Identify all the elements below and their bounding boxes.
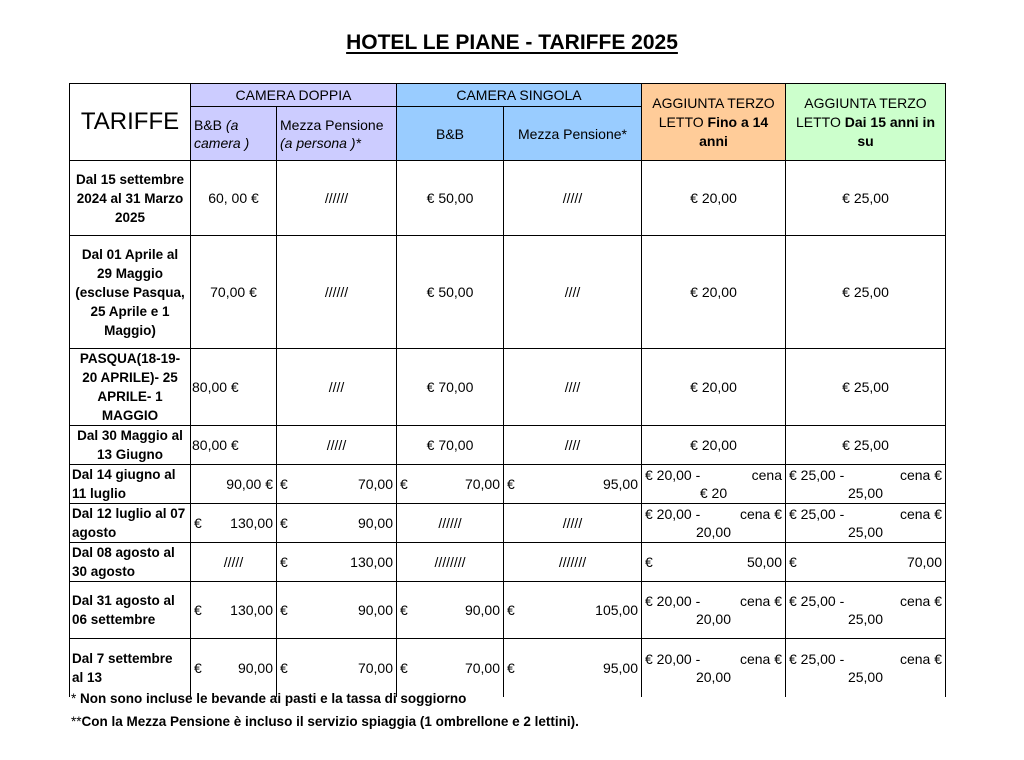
singola-mezza-cell [504,582,642,639]
doppia-bb-cell [191,582,277,639]
terzo-15-price: € 25,00 [786,161,946,236]
terzo-14-cell [642,543,786,582]
doppia-mezza-cell [277,582,397,639]
singola-bb-price: € 70,00 [397,349,504,426]
terzo-15-price: 70,00 [906,554,942,570]
terzo-14-cell [642,582,786,639]
singola-mezza-price: //// [504,426,642,465]
singola-mezza-price: 105,00 [595,602,638,618]
cena-label: cena [751,467,782,483]
doppia-mezza-price: ///// [277,426,397,465]
terzo-price: € 20,00 - [645,467,701,483]
terzo-price: € 25,00 - [789,467,845,483]
table-row [70,426,946,465]
singola-mezza-cell [504,639,642,697]
currency-symbol: € [194,515,202,531]
currency-symbol: € [280,602,288,618]
singola-bb-cell [397,582,504,639]
cena-price: € 20 [699,485,728,501]
table-row [70,504,946,543]
doppia-mezza-price: //// [277,349,397,426]
singola-bb-price: € 50,00 [397,236,504,349]
cena-label: cena € [739,506,782,522]
footnote-bevande [71,691,466,706]
row-period: Dal 14 giugno al 11 luglio [70,465,191,504]
footnote-text: Non sono incluse le bevande ai pasti e la tassa di soggiorno [80,691,467,706]
currency-symbol: € [194,602,202,618]
doppia-bb-cell [191,639,277,697]
currency-symbol: € [280,659,288,676]
singola-mezza-price: //// [504,349,642,426]
table-row [70,161,946,236]
terzo-14-cell [642,639,786,697]
singola-bb-price: ////// [397,504,504,543]
doppia-mezza-price: 70,00 [357,476,393,492]
currency-symbol: € [400,476,408,492]
cena-label: cena € [899,650,942,667]
doppia-mezza-cell [277,504,397,543]
row-period: PASQUA(18-19-20 APRILE)- 25 APRILE- 1 MAGGIO [70,349,191,426]
doppia-mezza-price: ////// [277,161,397,236]
header-doppia-bb-label: B&B [194,116,223,133]
header-terzo-letto-15-line2: LETTO [795,113,845,130]
header-doppia-mezza-note: (a persona )* [280,134,361,151]
doppia-mezza-cell [277,465,397,504]
singola-bb-cell [397,465,504,504]
singola-bb-price: 70,00 [464,659,500,676]
singola-mezza-price: 95,00 [602,476,638,492]
terzo-15-cell [786,504,946,543]
terzo-price: € 20,00 - [645,506,701,522]
row-period: Dal 31 agosto al 06 settembre [70,582,191,639]
cena-price: 25,00 [847,668,884,685]
currency-symbol: € [507,659,515,676]
doppia-bb-price: 60, 00 € [191,161,277,236]
singola-mezza-price: //// [504,236,642,349]
currency-symbol: € [507,476,515,492]
table-row [70,349,946,426]
currency-symbol: € [194,659,202,676]
cena-label: cena € [739,650,782,667]
terzo-15-cell [786,465,946,504]
terzo-14-price: € 20,00 [642,349,786,426]
table-row [70,582,946,639]
currency-symbol: € [280,515,288,531]
footnote-marker: * [71,691,81,706]
terzo-price: € 25,00 - [789,593,845,609]
terzo-14-cell [642,504,786,543]
header-singola-mezza: Mezza Pensione* [504,107,642,161]
header-terzo-letto-15-bold: Dai 15 anni in [844,113,935,130]
cena-price: 20,00 [695,611,732,627]
table-row [70,236,946,349]
header-tariffe: TARIFFE [70,84,191,161]
cena-label: cena € [739,593,782,609]
currency-symbol: € [280,554,288,570]
singola-mezza-price: /////// [504,543,642,582]
header-terzo-letto-15-line3: su [857,132,874,149]
cena-price: 25,00 [847,485,884,501]
doppia-bb-price: 90,00 € [191,465,277,504]
footnote-marker: ** [71,714,82,729]
currency-symbol: € [789,554,797,570]
footnote-text: Con la Mezza Pensione è incluso il servizio spiaggia (1 ombrellone e 2 lettini). [81,714,579,729]
header-camera-singola: CAMERA SINGOLA [397,84,642,107]
cena-label: cena € [899,467,942,483]
currency-symbol: € [280,476,288,492]
doppia-mezza-cell [277,639,397,697]
table-row [70,465,946,504]
singola-mezza-price: 95,00 [602,659,638,676]
terzo-15-cell [786,582,946,639]
row-period: Dal 30 Maggio al 13 Giugno [70,426,191,465]
terzo-15-cell [786,639,946,697]
doppia-bb-price: 70,00 € [191,236,277,349]
header-camera-doppia: CAMERA DOPPIA [191,84,397,107]
header-doppia-bb-note: (a camera ) [194,116,250,151]
terzo-15-price: € 25,00 [786,349,946,426]
singola-bb-price: € 50,00 [397,161,504,236]
row-period: Dal 12 luglio al 07 agosto [70,504,191,543]
row-period: Dal 7 settembre al 13 [70,639,191,697]
singola-mezza-cell [504,465,642,504]
header-terzo-letto-14 [642,84,786,161]
cena-price: 25,00 [847,611,884,627]
singola-bb-price: 90,00 [464,602,500,618]
currency-symbol: € [645,554,653,570]
doppia-bb-price: 90,00 [237,659,273,676]
terzo-15-price: € 25,00 [786,426,946,465]
doppia-bb-price: 130,00 [230,602,273,618]
header-terzo-letto-14-line3: anni [699,132,728,149]
terzo-price: € 25,00 - [789,506,845,522]
terzo-15-cell [786,543,946,582]
cena-price: 20,00 [695,668,732,685]
terzo-price: € 20,00 - [645,593,701,609]
cena-price: 25,00 [847,524,884,540]
cena-price: 20,00 [695,524,732,540]
singola-bb-price: //////// [397,543,504,582]
singola-bb-cell [397,639,504,697]
header-terzo-letto-14-line2: LETTO [658,113,708,130]
cena-label: cena € [899,593,942,609]
terzo-14-price: 50,00 [746,554,782,570]
row-period: Dal 15 settembre 2024 al 31 Marzo 2025 [70,161,191,236]
terzo-14-price: € 20,00 [642,161,786,236]
doppia-mezza-price: ////// [277,236,397,349]
footnote-spiaggia [71,714,579,729]
rates-table [69,83,946,697]
terzo-price: € 20,00 - [645,650,701,667]
currency-symbol: € [507,602,515,618]
header-doppia-mezza [277,107,397,161]
currency-symbol: € [400,659,408,676]
table-row [70,543,946,582]
header-terzo-letto-15 [786,84,946,161]
terzo-14-cell [642,465,786,504]
row-period: Dal 08 agosto al 30 agosto [70,543,191,582]
singola-bb-price: € 70,00 [397,426,504,465]
doppia-bb-price: 80,00 € [191,426,277,465]
header-singola-bb: B&B [397,107,504,161]
terzo-14-price: € 20,00 [642,426,786,465]
table-row [70,639,946,697]
terzo-14-price: € 20,00 [642,236,786,349]
doppia-bb-price: 130,00 [230,515,273,531]
doppia-bb-cell [191,504,277,543]
singola-mezza-price: ///// [504,161,642,236]
doppia-mezza-cell [277,543,397,582]
doppia-mezza-price: 90,00 [357,602,393,618]
page-title: HOTEL LE PIANE - TARIFFE 2025 [346,31,678,54]
doppia-bb-price: ///// [191,543,277,582]
header-terzo-letto-14-bold: Fino a 14 [707,113,769,130]
currency-symbol: € [400,602,408,618]
row-period: Dal 01 Aprile al 29 Maggio (escluse Pasqua, 25 Aprile e 1 Maggio) [70,236,191,349]
header-doppia-mezza-label: Mezza Pensione [280,116,384,133]
doppia-mezza-price: 70,00 [357,659,393,676]
header-terzo-letto-14-line1: AGGIUNTA TERZO [652,94,775,111]
singola-mezza-price: ///// [504,504,642,543]
header-doppia-bb [191,107,277,161]
singola-bb-price: 70,00 [464,476,500,492]
cena-label: cena € [899,506,942,522]
terzo-15-price: € 25,00 [786,236,946,349]
doppia-mezza-price: 90,00 [357,515,393,531]
header-terzo-letto-15-line1: AGGIUNTA TERZO [804,94,927,111]
terzo-price: € 25,00 - [789,650,845,667]
doppia-bb-price: 80,00 € [191,349,277,426]
doppia-mezza-price: 130,00 [350,554,393,570]
